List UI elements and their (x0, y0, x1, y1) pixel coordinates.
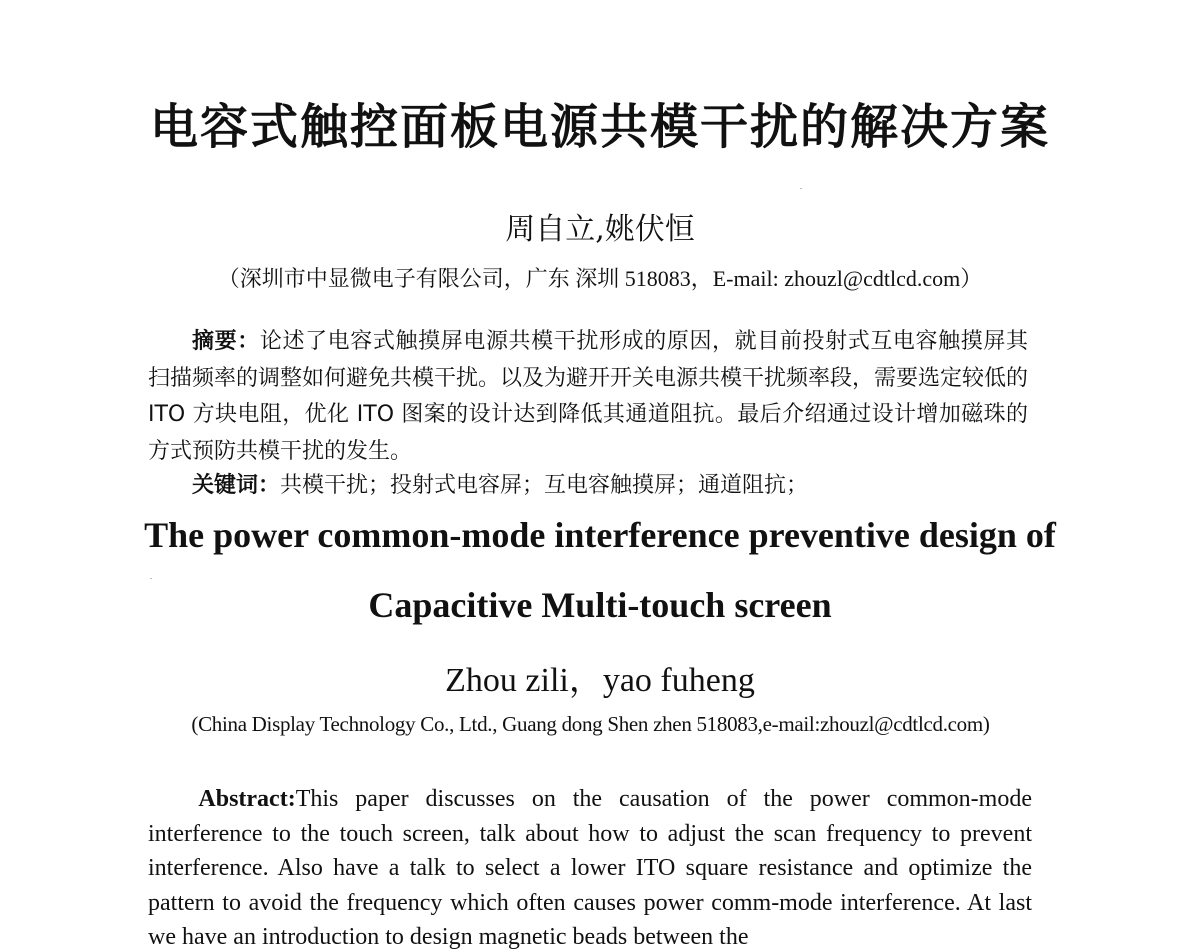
scan-speck (800, 188, 802, 189)
chinese-keywords (148, 468, 1028, 504)
chinese-authors: 周自立,姚伏恒 (505, 212, 695, 247)
english-authors: Zhou zili，yao fuheng (445, 662, 755, 699)
chinese-abstract (148, 324, 1028, 470)
chinese-affiliation: （深圳市中显微电子有限公司，广东 深圳 518083，E-mail: zhouzl@cdtlcd.com） (217, 266, 983, 291)
chinese-abstract-label: 摘要： (192, 329, 260, 354)
english-title-line-2: Capacitive Multi-touch screen (368, 585, 832, 625)
english-abstract-text: This paper discusses on the causation of the power common-mode interference to the touch screen, talk about how to adjust the scan frequency to prevent interference. Also have a talk to select a lower ITO square resistance and optimize the pattern to avoid the frequency which often causes power comm-mode interference. At last we have an introduction to design magnetic beads between the (148, 786, 1032, 950)
english-abstract-label: Abstract: (198, 786, 296, 812)
scan-speck (150, 578, 152, 579)
chinese-keywords-text: 共模干扰；投射式电容屏；互电容触摸屏；通道阻抗； (280, 473, 809, 498)
english-affiliation: (China Display Technology Co., Ltd., Guang dong Shen zhen 518083,e-mail:zhouzl@cdtlcd.com) (191, 712, 990, 736)
chinese-abstract-text: 论述了电容式触摸屏电源共模干扰形成的原因，就目前投射式互电容触摸屏其扫描频率的调整如何避免共模干扰。以及为避开开关电源共模干扰频率段，需要选定较低的 ITO 方块电阻，优化 ITO 图案的设计达到降低其通道阻抗。最后介绍通过设计增加磁珠的方式预防共模干扰的发生。 (148, 329, 1029, 464)
chinese-title: 电容式触控面板电源共模干扰的解决方案 (149, 99, 1050, 155)
english-abstract (148, 782, 1032, 952)
english-title-line-1: The power common-mode interference preventive design of (144, 515, 1056, 555)
chinese-keywords-label: 关键词： (192, 473, 281, 498)
